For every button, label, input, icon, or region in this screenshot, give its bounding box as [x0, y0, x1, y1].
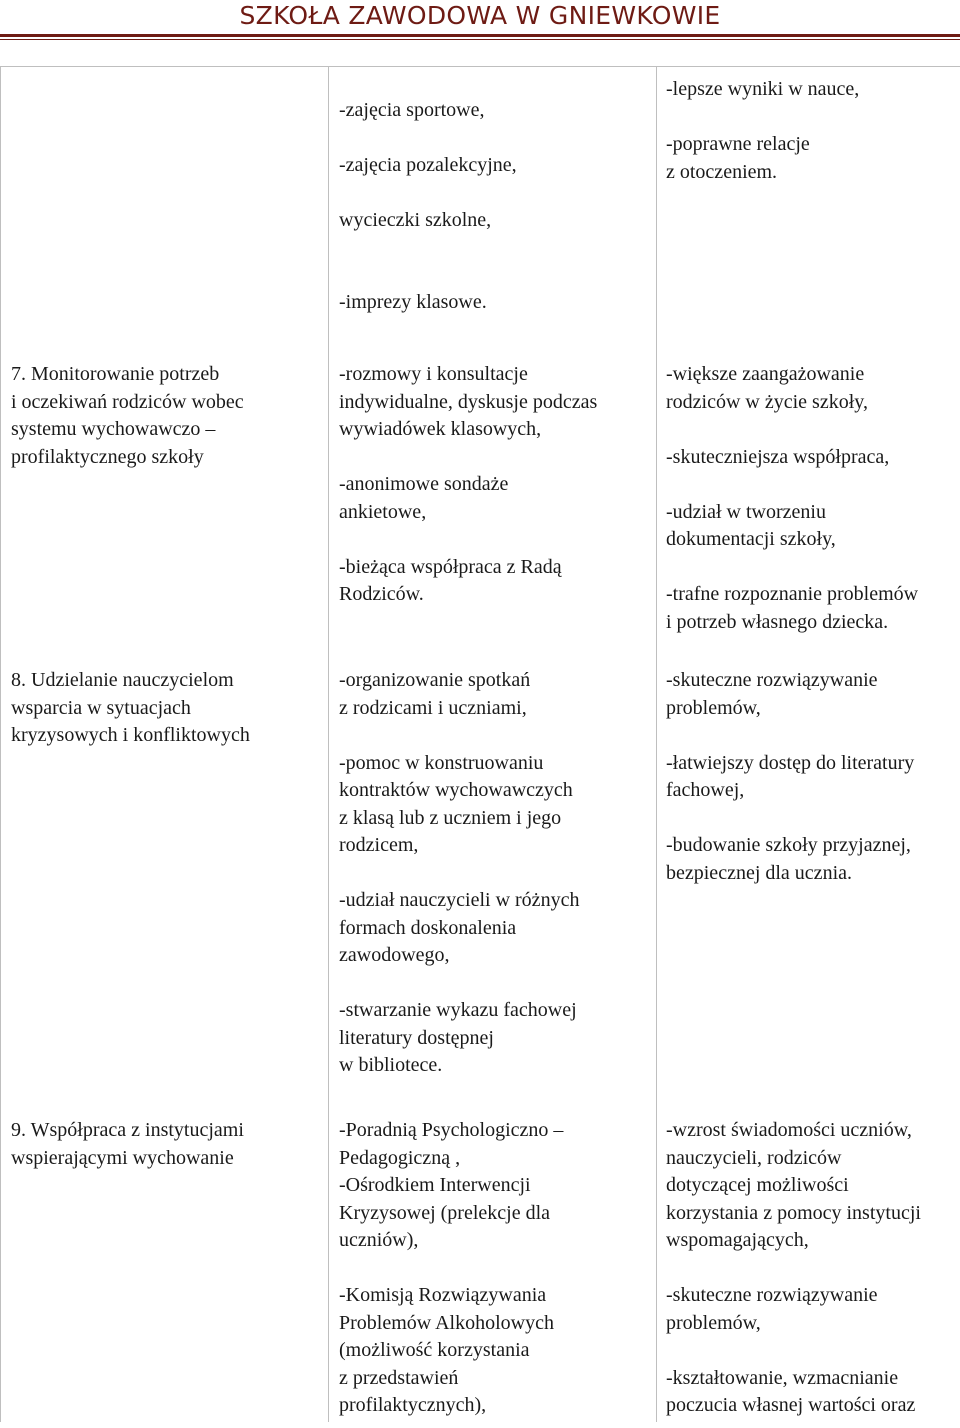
table-row	[1, 67, 960, 362]
methods-cell	[329, 1117, 657, 1422]
table-row	[1, 361, 960, 667]
table-row	[1, 667, 960, 1117]
outcomes-text: -skuteczne rozwiązywanie problemów, -łatwiejszy dostęp do literatury fachowej, -budowanie szkoły przyjaznej, bezpiecznej dla ucznia.	[666, 669, 915, 884]
task-cell	[1, 67, 329, 362]
methods-text: -organizowanie spotkań z rodzicami i uczniami, -pomoc w konstruowaniu kontraktów wychowawczych z klasą lub z uczniem i jego rodzicem, -udział nauczycieli w różnych formach doskonalenia zawodowego, -stwarzanie wykazu fachowej literatury dostępnej w bibliotece.	[339, 669, 580, 1076]
methods-cell	[329, 667, 657, 1117]
task-cell	[1, 667, 329, 1117]
task-text: 9. Współpraca z instytucjami wspierającymi wychowanie	[11, 1119, 244, 1169]
outcomes-text: -większe zaangażowanie rodziców w życie szkoły, -skuteczniejsza współpraca, -udział w tworzeniu dokumentacji szkoły, -trafne rozpoznanie problemów i potrzeb własnego dziecka.	[666, 363, 919, 633]
header-rule-thick	[0, 34, 960, 37]
program-table	[0, 66, 960, 1422]
outcomes-cell	[657, 667, 960, 1117]
methods-cell	[329, 361, 657, 667]
outcomes-cell	[657, 1117, 960, 1422]
methods-cell	[329, 67, 657, 362]
header-rule-thin	[0, 39, 960, 40]
outcomes-cell	[657, 67, 960, 362]
page-header-title: SZKOŁA ZAWODOWA W GNIEWKOWIE	[239, 1, 721, 30]
outcomes-cell	[657, 361, 960, 667]
task-text: 8. Udzielanie nauczycielom wsparcia w sytuacjach kryzysowych i konfliktowych	[11, 669, 250, 746]
methods-text: -Poradnią Psychologiczno – Pedagogiczną , -Ośrodkiem Interwencji Kryzysowej (prelekcje dla uczniów), -Komisją Rozwiązywania Problemów Alkoholowych (możliwość korzystania z przedstawień profilaktycznych),	[339, 1119, 564, 1416]
task-cell	[1, 1117, 329, 1422]
task-cell	[1, 361, 329, 667]
methods-text: -zajęcia sportowe, -zajęcia pozalekcyjne, wycieczki szkolne, -imprezy klasowe.	[339, 98, 517, 313]
task-text: 7. Monitorowanie potrzeb i oczekiwań rodziców wobec systemu wychowawczo – profilaktycznego szkoły	[11, 363, 244, 468]
methods-text: -rozmowy i konsultacje indywidualne, dyskusje podczas wywiadówek klasowych, -anonimowe sondaże ankietowe, -bieżąca współpraca z Radą Rodziców.	[339, 363, 598, 605]
outcomes-text: -wzrost świadomości uczniów, nauczycieli, rodziców dotyczącej możliwości korzystania z pomocy instytucji wspomagających, -skuteczne rozwiązywanie problemów, -kształtowanie, wzmacnianie poczucia własnej wartości oraz	[666, 1119, 921, 1416]
outcomes-text: -lepsze wyniki w nauce, -poprawne relacje z otoczeniem.	[666, 78, 860, 183]
table-row	[1, 1117, 960, 1422]
